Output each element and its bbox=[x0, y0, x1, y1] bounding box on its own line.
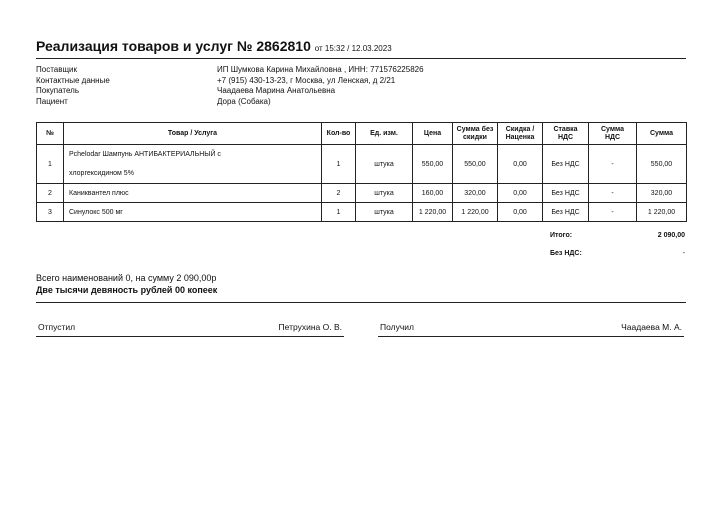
row-unit: штука bbox=[356, 145, 413, 184]
row-sum-no-discount: 550,00 bbox=[453, 145, 498, 184]
row-unit: штука bbox=[356, 184, 413, 203]
received-label: Получил bbox=[380, 322, 414, 332]
row-discount: 0,00 bbox=[498, 203, 543, 222]
row-num: 2 bbox=[37, 184, 64, 203]
table-row bbox=[37, 203, 687, 222]
contacts-value: +7 (915) 430-13-23, г Москва, ул Ленская, д 2/21 bbox=[217, 75, 396, 85]
supplier-label: Поставщик bbox=[36, 65, 78, 74]
row-price: 550,00 bbox=[413, 145, 453, 184]
received-signature bbox=[378, 322, 684, 337]
patient-row bbox=[36, 97, 686, 108]
table-row bbox=[37, 145, 687, 184]
released-label: Отпустил bbox=[38, 322, 76, 332]
col-header-name: Товар / Услуга bbox=[64, 123, 322, 145]
row-sum: 550,00 bbox=[637, 145, 687, 184]
row-name: Каниквантел плюс bbox=[64, 184, 322, 203]
document-title: Реализация товаров и услуг № 2862810 от 15:32 / 12.03.2023 bbox=[36, 38, 392, 54]
vat-total-row bbox=[550, 250, 685, 257]
contacts-label: Контактные данные bbox=[36, 75, 110, 85]
summary bbox=[36, 272, 686, 303]
vat-total-label: Без НДС: bbox=[550, 250, 582, 257]
row-qty: 1 bbox=[322, 203, 356, 222]
col-header-vat-rate: Ставка НДС bbox=[543, 123, 589, 145]
row-sum: 1 220,00 bbox=[637, 203, 687, 222]
table-row bbox=[37, 184, 687, 203]
supplier-row bbox=[36, 65, 686, 76]
document-date: от 15:32 / 12.03.2023 bbox=[314, 44, 392, 53]
patient-label: Пациент bbox=[36, 96, 68, 106]
summary-amount-words: Две тысячи девяность рублей 00 копеек bbox=[36, 285, 218, 295]
row-name: Pchelodar Шампунь АНТИБАКТЕРИАЛЬНЫЙ с хлоргексидином 5% bbox=[64, 145, 322, 184]
col-header-unit: Ед. изм. bbox=[356, 123, 413, 145]
row-num: 3 bbox=[37, 203, 64, 222]
row-vat-sum: - bbox=[589, 184, 637, 203]
row-vat-sum: - bbox=[589, 145, 637, 184]
title-row bbox=[36, 38, 686, 59]
row-vat-rate: Без НДС bbox=[543, 203, 589, 222]
party-info bbox=[36, 65, 686, 107]
supplier-value: ИП Шумкова Карина Михайловна , ИНН: 771576225826 bbox=[217, 65, 424, 74]
col-header-sum: Сумма bbox=[637, 123, 687, 145]
row-qty: 1 bbox=[322, 145, 356, 184]
col-header-vat-sum: Сумма НДС bbox=[589, 123, 637, 145]
col-header-num: № bbox=[37, 123, 64, 145]
row-sum: 320,00 bbox=[637, 184, 687, 203]
col-header-price: Цена bbox=[413, 123, 453, 145]
row-name: Синулокс 500 мг bbox=[64, 203, 322, 222]
summary-count-line: Всего наименований 0, на сумму 2 090,00р bbox=[36, 273, 217, 283]
patient-value: Дора (Собака) bbox=[217, 96, 271, 106]
col-header-qty: Кол-во bbox=[322, 123, 356, 145]
received-name: Чаадаева М. А. bbox=[621, 322, 682, 332]
row-qty: 2 bbox=[322, 184, 356, 203]
released-name: Петрухина О. В. bbox=[278, 322, 342, 332]
row-unit: штука bbox=[356, 203, 413, 222]
row-num: 1 bbox=[37, 145, 64, 184]
buyer-label: Покупатель bbox=[36, 86, 79, 95]
row-vat-rate: Без НДС bbox=[543, 184, 589, 203]
col-header-discount: Скидка / Наценка bbox=[498, 123, 543, 145]
col-header-sum-no-discount: Сумма без скидки bbox=[453, 123, 498, 145]
contacts-row bbox=[36, 76, 686, 87]
total-row bbox=[550, 232, 685, 239]
released-signature bbox=[36, 322, 344, 337]
row-price: 160,00 bbox=[413, 184, 453, 203]
row-sum-no-discount: 1 220,00 bbox=[453, 203, 498, 222]
buyer-value: Чаадаева Марина Анатольевна bbox=[217, 86, 336, 95]
row-discount: 0,00 bbox=[498, 145, 543, 184]
items-table bbox=[36, 122, 687, 222]
row-vat-rate: Без НДС bbox=[543, 145, 589, 184]
row-price: 1 220,00 bbox=[413, 203, 453, 222]
row-discount: 0,00 bbox=[498, 184, 543, 203]
buyer-row bbox=[36, 86, 686, 97]
total-value: 2 090,00 bbox=[657, 232, 685, 239]
table-header-row bbox=[37, 123, 687, 145]
total-label: Итого: bbox=[550, 232, 573, 239]
row-vat-sum: - bbox=[589, 203, 637, 222]
row-sum-no-discount: 320,00 bbox=[453, 184, 498, 203]
vat-total-value: - bbox=[682, 250, 685, 257]
